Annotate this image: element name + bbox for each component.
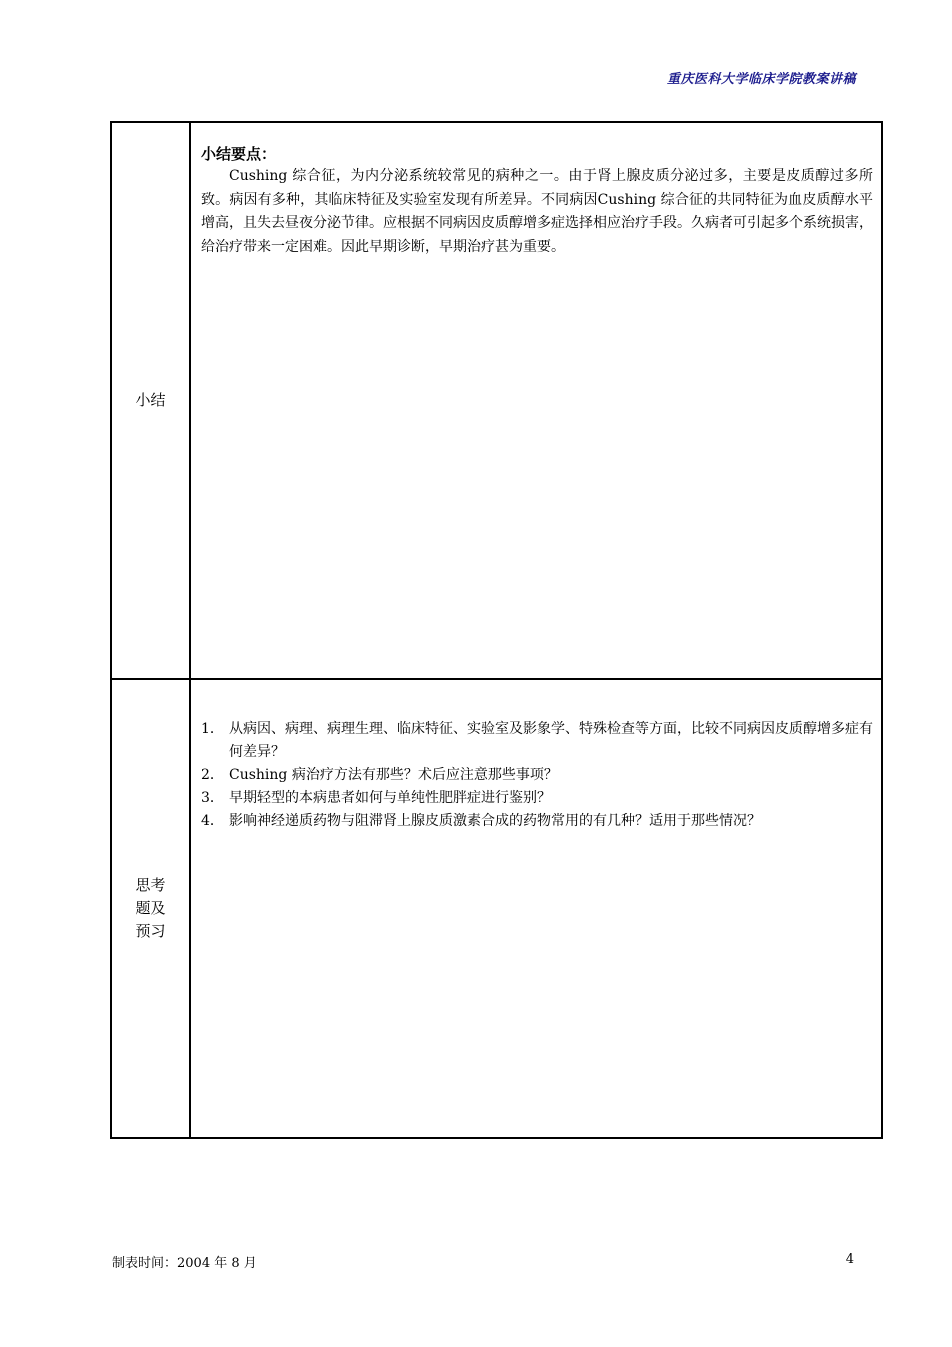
questions-label-line: 思考 [135, 876, 166, 894]
page-number: 4 [845, 1252, 854, 1267]
footer-date: 制表时间：2004 年 8 月 [112, 1256, 257, 1271]
question-text: 影响神经递质药物与阻滞肾上腺皮质激素合成的药物常用的有几种？适用于那些情况？ [229, 813, 761, 829]
question-item [201, 764, 873, 787]
question-item [201, 810, 873, 833]
question-number: 2． [201, 767, 224, 783]
document-header-title: 重庆医科大学临床学院教案讲稿 [666, 72, 856, 87]
question-text: 从病因、病理、病理生理、临床特征、实验室及影象学、特殊检查等方面，比较不同病因皮质醇增多症有何差异？ [229, 721, 873, 760]
questions-row [111, 679, 882, 1138]
summary-label: 小结 [111, 122, 190, 679]
questions-label [111, 679, 190, 1138]
summary-row [111, 122, 882, 679]
question-item [201, 787, 873, 810]
question-text: 早期轻型的本病患者如何与单纯性肥胖症进行鉴别？ [229, 790, 551, 806]
question-number: 1． [201, 721, 224, 737]
questions-label-line: 预习 [135, 922, 166, 940]
question-text: Cushing 病治疗方法有那些？术后应注意那些事项？ [229, 767, 558, 783]
question-item [201, 718, 873, 764]
summary-body: Cushing 综合征，为内分泌系统较常见的病种之一。由于肾上腺皮质分泌过多，主要是皮质醇过多所致。病因有多种，其临床特征及实验室发现有所差异。不同病因Cushing 综合征的共同特征为血皮质醇水平增高，且失去昼夜分泌节律。应根据不同病因皮质醇增多症选择相应治疗手段。久病者可引起多个系统损害，给治疗带来一定困难。因此早期诊断，早期治疗甚为重要。 [201, 168, 873, 255]
lesson-plan-table [110, 121, 883, 1139]
questions-content [190, 679, 882, 1138]
questions-label-line: 题及 [135, 899, 166, 917]
question-number: 3． [201, 790, 224, 806]
summary-heading: 小结要点： [201, 145, 277, 163]
question-number: 4． [201, 813, 224, 829]
questions-list [201, 718, 873, 833]
summary-content [190, 122, 882, 679]
